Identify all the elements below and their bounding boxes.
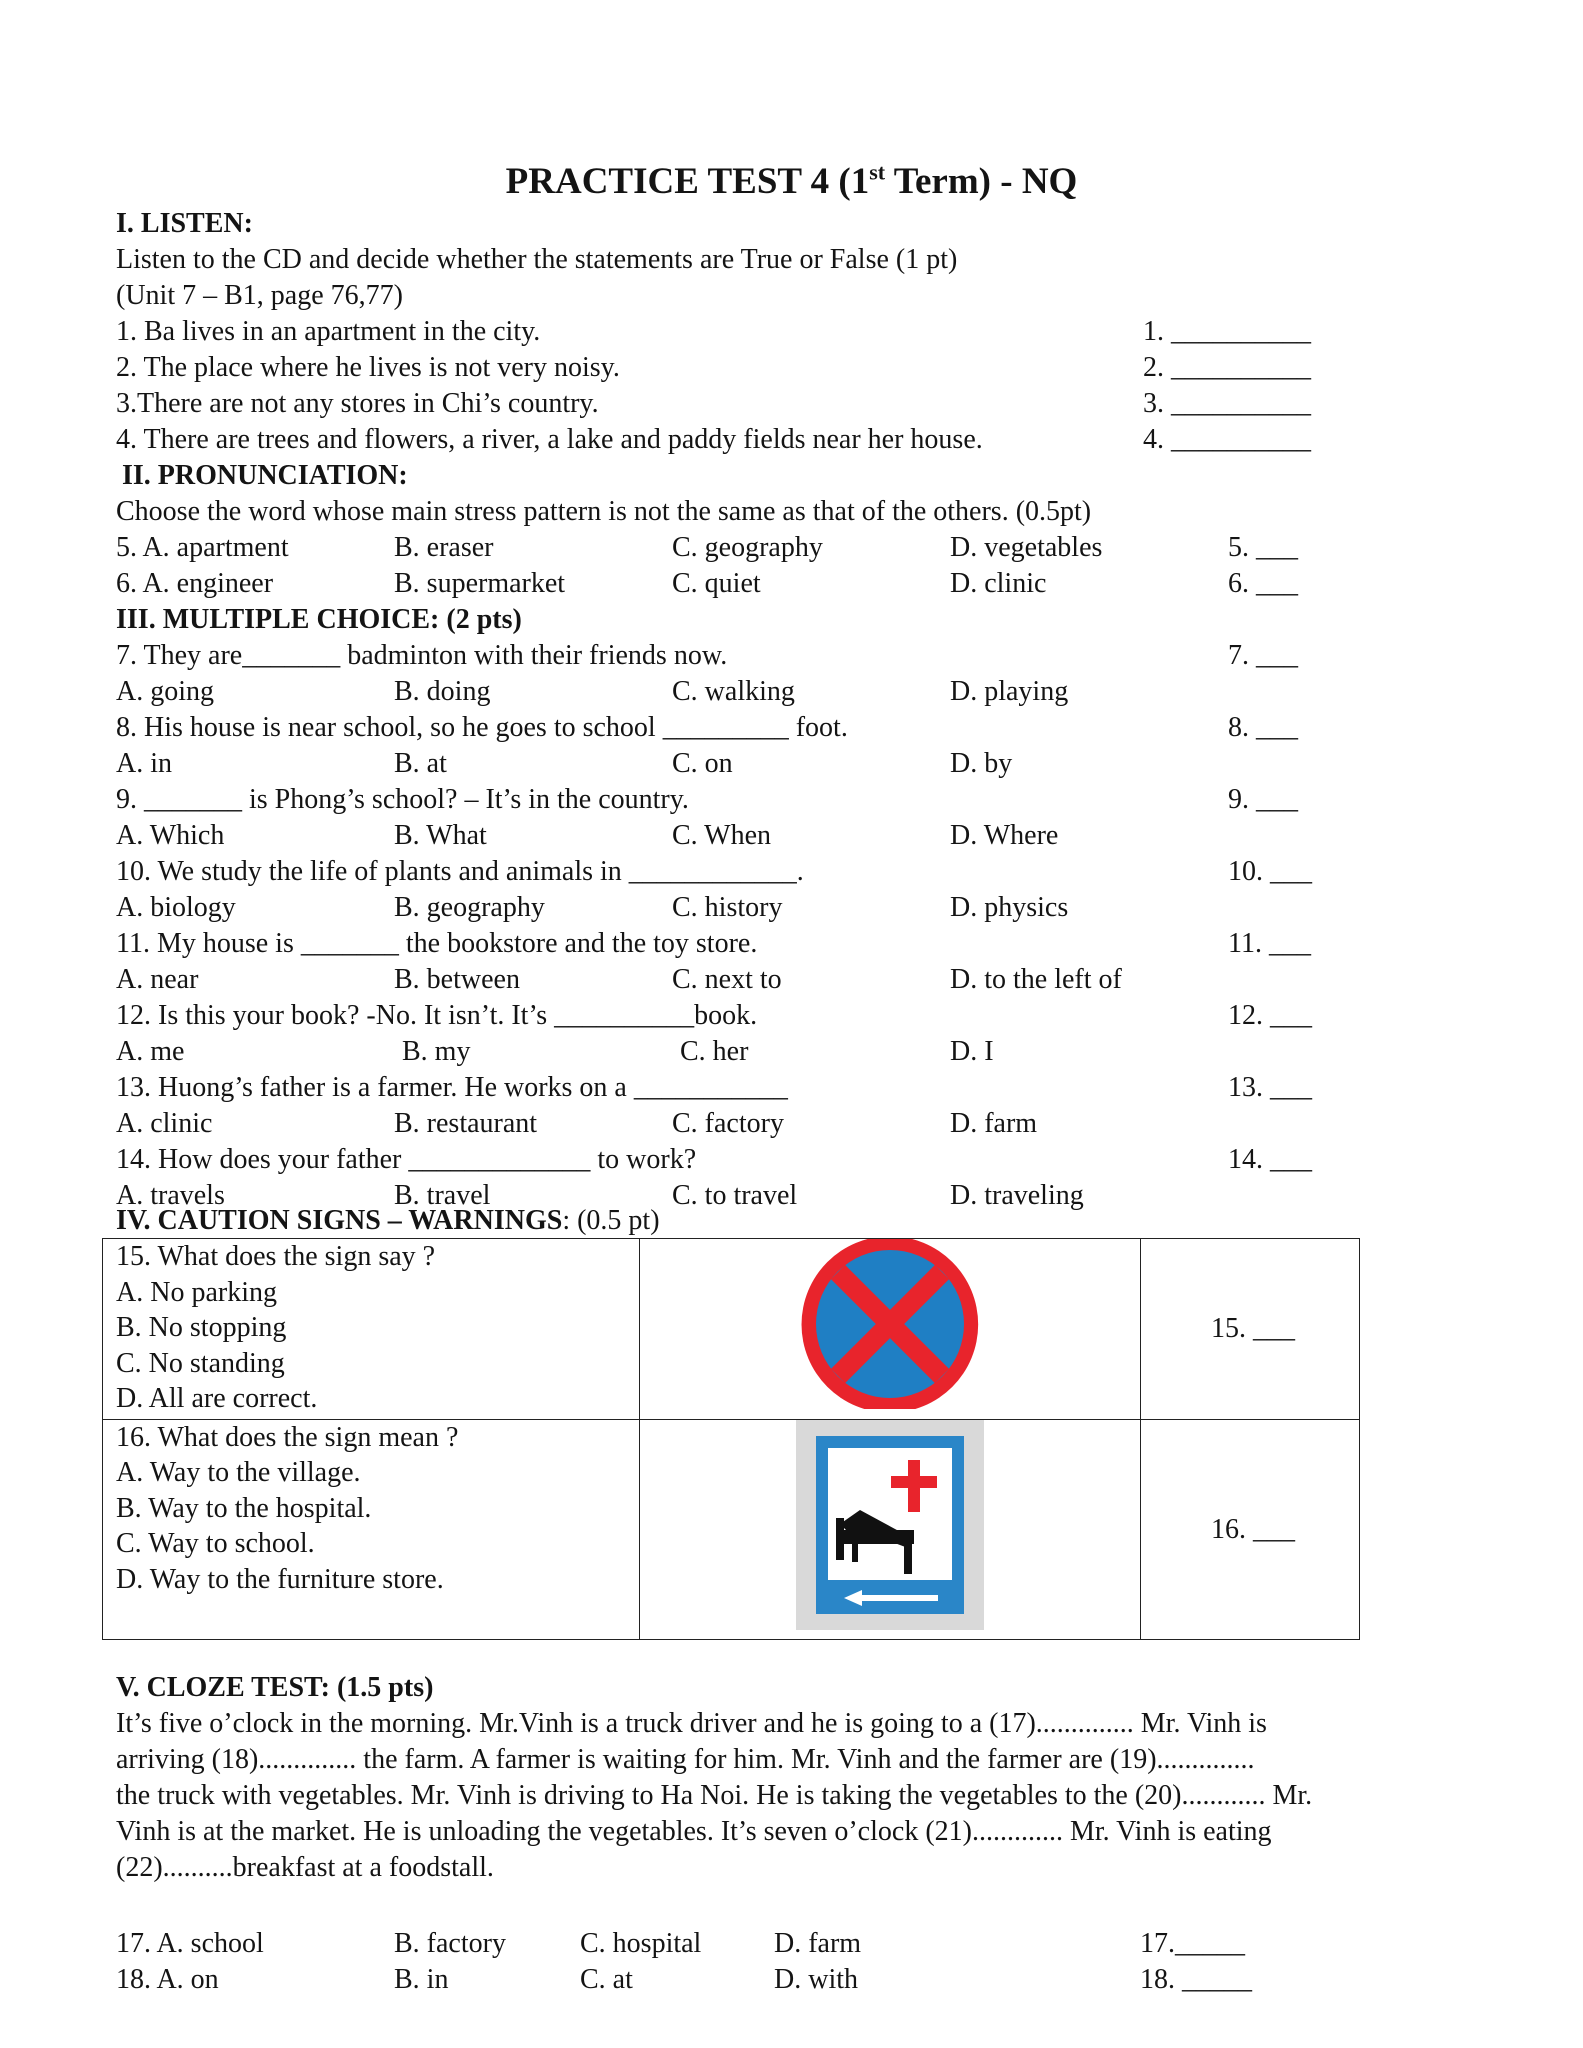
answer-blank[interactable]: 4. __________ xyxy=(1143,424,1311,455)
option-a[interactable]: A. near xyxy=(116,964,199,995)
answer-blank[interactable]: 2. __________ xyxy=(1143,352,1311,383)
option-b[interactable]: B. What xyxy=(394,820,487,851)
passage-line: the truck with vegetables. Mr. Vinh is driving to Ha Noi. He is taking the vegetables to the (20)............ Mr. xyxy=(116,1780,1313,1811)
passage-line: (22)..........breakfast at a foodstall. xyxy=(116,1852,494,1883)
answer-blank[interactable]: 6. ___ xyxy=(1228,568,1298,599)
section-pronunciation-heading: II. PRONUNCIATION: xyxy=(122,460,408,491)
answer-blank[interactable]: 18. _____ xyxy=(1140,1964,1252,1995)
option-a[interactable]: 5. A. apartment xyxy=(116,532,289,563)
sign-question-cell xyxy=(103,1239,640,1420)
option-a[interactable]: A. travels xyxy=(116,1180,225,1211)
option-c[interactable]: C. quiet xyxy=(672,568,761,599)
answer-blank[interactable]: 15. ___ xyxy=(1211,1313,1295,1344)
option-d[interactable]: D. with xyxy=(774,1964,858,1995)
section-signs-heading: IV. CAUTION SIGNS – WARNINGS: (0.5 pt) xyxy=(116,1205,660,1236)
question-stem: 7. They are_______ badminton with their friends now. xyxy=(116,640,728,671)
option-d[interactable]: D. Where xyxy=(950,820,1059,851)
option-c[interactable]: C. geography xyxy=(672,532,823,563)
option-c[interactable]: C. her xyxy=(680,1036,749,1067)
question-stem: 13. Huong’s father is a farmer. He works on a ___________ xyxy=(116,1072,788,1103)
option-b[interactable]: B. restaurant xyxy=(394,1108,538,1139)
answer-blank[interactable]: 16. ___ xyxy=(1211,1513,1295,1545)
signs-table xyxy=(102,1238,1360,1640)
option-b[interactable]: B. supermarket xyxy=(394,568,566,599)
sign-answer-cell xyxy=(1141,1419,1360,1640)
sign-question: 15. What does the sign say ? xyxy=(116,1241,436,1272)
answer-blank[interactable]: 17._____ xyxy=(1140,1928,1245,1959)
statement-text: 3.There are not any stores in Chi’s country. xyxy=(116,388,599,419)
answer-blank[interactable]: 12. ___ xyxy=(1228,1000,1312,1031)
question-stem: 14. How does your father _____________ to work? xyxy=(116,1144,697,1175)
page-title: PRACTICE TEST 4 (1st Term) - NQ xyxy=(505,159,1078,202)
listen-instruction: Listen to the CD and decide whether the statements are True or False (1 pt) xyxy=(116,244,958,275)
listen-reference: (Unit 7 – B1, page 76,77) xyxy=(116,280,403,311)
section-cloze-heading: V. CLOZE TEST: (1.5 pts) xyxy=(116,1672,434,1703)
option-a[interactable]: A. going xyxy=(116,676,214,707)
option-a[interactable]: 18. A. on xyxy=(116,1964,219,1995)
sign-question: 16. What does the sign mean ? xyxy=(116,1421,459,1453)
option-d[interactable]: D. farm xyxy=(950,1108,1038,1139)
option-b[interactable]: B. factory xyxy=(394,1928,506,1959)
question-stem: 12. Is this your book? -No. It isn’t. It’s __________book. xyxy=(116,1000,758,1031)
answer-blank[interactable]: 10. ___ xyxy=(1228,856,1312,887)
option-d[interactable]: D. playing xyxy=(950,676,1069,707)
answer-blank[interactable]: 8. ___ xyxy=(1228,712,1298,743)
option-c[interactable]: C. factory xyxy=(672,1108,784,1139)
question-stem: 9. _______ is Phong’s school? – It’s in the country. xyxy=(116,784,689,815)
sign-row xyxy=(103,1419,1360,1640)
option-b[interactable]: B. my xyxy=(402,1036,471,1067)
option-d[interactable]: D. by xyxy=(950,748,1013,779)
option-d[interactable]: D. to the left of xyxy=(950,964,1122,995)
option-a[interactable]: A. clinic xyxy=(116,1108,213,1139)
option-a[interactable]: 17. A. school xyxy=(116,1928,264,1959)
sign-answer-cell xyxy=(1141,1239,1360,1420)
option-c[interactable]: C. history xyxy=(672,892,783,923)
option-b[interactable]: B. at xyxy=(394,748,447,779)
option-a[interactable]: A. Which xyxy=(116,820,225,851)
option-c[interactable]: C. at xyxy=(580,1964,633,1995)
sign-row xyxy=(103,1239,1360,1420)
option-b[interactable]: B. in xyxy=(394,1964,449,1995)
option-a[interactable]: A. in xyxy=(116,748,172,779)
option-d[interactable]: D. I xyxy=(950,1036,994,1067)
option-c[interactable]: C. When xyxy=(672,820,772,851)
answer-blank[interactable]: 9. ___ xyxy=(1228,784,1298,815)
option-b[interactable]: B. No stopping xyxy=(116,1312,287,1343)
answer-blank[interactable]: 1. __________ xyxy=(1143,316,1311,347)
option-c[interactable]: C. No standing xyxy=(116,1347,285,1379)
option-b[interactable]: B. geography xyxy=(394,892,545,923)
answer-blank[interactable]: 11. ___ xyxy=(1228,928,1311,959)
option-b[interactable]: B. Way to the hospital. xyxy=(116,1492,372,1524)
option-d[interactable]: D. traveling xyxy=(950,1180,1084,1211)
answer-blank[interactable]: 13. ___ xyxy=(1228,1072,1312,1103)
option-d[interactable]: D. farm xyxy=(774,1928,862,1959)
option-b[interactable]: B. eraser xyxy=(394,532,494,563)
cloze-passage xyxy=(116,1706,1456,1886)
pronunciation-instruction: Choose the word whose main stress pattern is not the same as that of the others. (0.5pt) xyxy=(116,496,1092,527)
passage-line: Vinh is at the market. He is unloading the vegetables. It’s seven o’clock (21)............. Mr. Vinh is eating xyxy=(116,1816,1272,1847)
option-b[interactable]: B. travel xyxy=(394,1180,491,1211)
section-multiple-choice-heading: III. MULTIPLE CHOICE: (2 pts) xyxy=(116,604,522,635)
option-b[interactable]: B. doing xyxy=(394,676,491,707)
question-stem: 8. His house is near school, so he goes to school _________ foot. xyxy=(116,712,848,743)
option-d[interactable]: D. clinic xyxy=(950,568,1047,599)
section-listen-heading: I. LISTEN: xyxy=(116,208,253,239)
option-c[interactable]: C. next to xyxy=(672,964,782,995)
question-stem: 11. My house is _______ the bookstore and the toy store. xyxy=(116,928,758,959)
option-d[interactable]: D. Way to the furniture store. xyxy=(116,1563,444,1595)
sign-image-cell xyxy=(640,1419,1141,1640)
option-a[interactable]: A. biology xyxy=(116,892,236,923)
no-stopping-sign-icon xyxy=(790,1239,990,1409)
option-d[interactable]: D. physics xyxy=(950,892,1069,923)
hospital-direction-sign-icon xyxy=(796,1420,984,1630)
question-stem: 10. We study the life of plants and animals in ____________. xyxy=(116,856,804,887)
answer-blank[interactable]: 3. __________ xyxy=(1143,388,1311,419)
option-b[interactable]: B. between xyxy=(394,964,520,995)
answer-blank[interactable]: 7. ___ xyxy=(1228,640,1298,671)
option-c[interactable]: C. on xyxy=(672,748,733,779)
option-c[interactable]: C. Way to school. xyxy=(116,1528,315,1559)
option-d[interactable]: D. vegetables xyxy=(950,532,1103,563)
option-a[interactable]: 6. A. engineer xyxy=(116,568,274,599)
statement-text: 2. The place where he lives is not very noisy. xyxy=(116,352,620,383)
answer-blank[interactable]: 14. ___ xyxy=(1228,1144,1312,1175)
sign-question-cell xyxy=(103,1419,640,1640)
statement-text: 1. Ba lives in an apartment in the city. xyxy=(116,316,541,347)
option-a[interactable]: A. me xyxy=(116,1036,185,1067)
option-c[interactable]: C. hospital xyxy=(580,1928,702,1959)
statement-text: 4. There are trees and flowers, a river, a lake and paddy fields near her house. xyxy=(116,424,983,455)
option-a[interactable]: A. No parking xyxy=(116,1276,277,1308)
option-a[interactable]: A. Way to the village. xyxy=(116,1457,361,1488)
passage-line: It’s five o’clock in the morning. Mr.Vinh is a truck driver and he is going to a (17).............. Mr. Vinh is xyxy=(116,1708,1267,1739)
sign-image-cell xyxy=(640,1239,1141,1420)
option-c[interactable]: C. to travel xyxy=(672,1180,798,1211)
passage-line: arriving (18).............. the farm. A farmer is waiting for him. Mr. Vinh and the farmer are (19).............. xyxy=(116,1744,1255,1775)
answer-blank[interactable]: 5. ___ xyxy=(1228,532,1298,563)
option-c[interactable]: C. walking xyxy=(672,676,795,707)
option-d[interactable]: D. All are correct. xyxy=(116,1383,318,1414)
